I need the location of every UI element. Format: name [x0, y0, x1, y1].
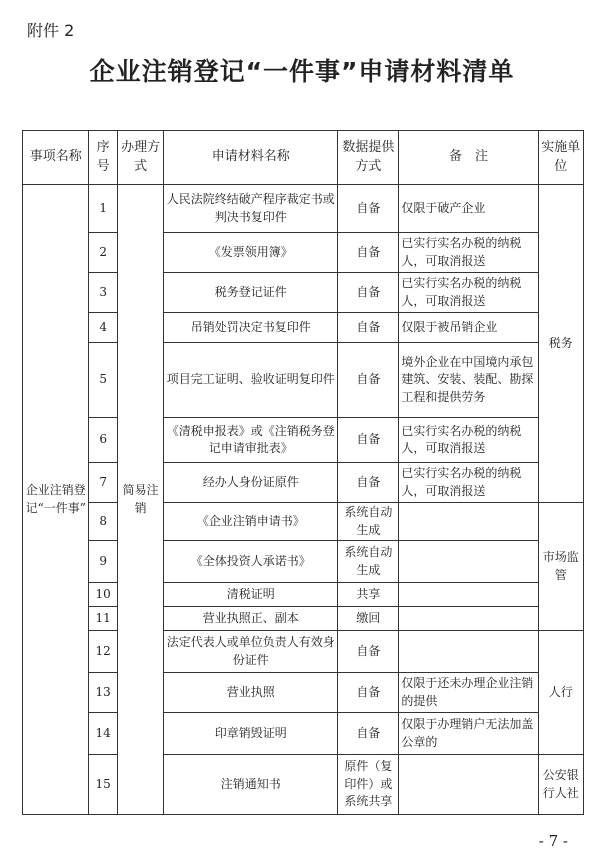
material-cell: 经办人身份证原件 — [164, 463, 338, 503]
source-cell: 原件（复印件）或系统共享 — [338, 755, 399, 815]
seq-cell: 2 — [89, 233, 117, 273]
seq-cell: 3 — [89, 273, 117, 313]
material-cell: 营业执照 — [164, 673, 338, 713]
note-cell — [399, 631, 538, 673]
header-note: 备 注 — [399, 131, 538, 185]
table-row — [23, 185, 584, 233]
table-row — [23, 233, 584, 273]
header-unit: 实施单位 — [538, 131, 583, 185]
unit-tax-cell: 税务 — [538, 185, 583, 503]
source-cell: 自备 — [338, 673, 399, 713]
seq-cell: 13 — [89, 673, 117, 713]
table-row — [23, 313, 584, 343]
header-source: 数据提供方式 — [338, 131, 399, 185]
seq-cell: 5 — [89, 343, 117, 418]
source-cell: 缴回 — [338, 607, 399, 631]
item-name-cell: 企业注销登记“一件事” — [23, 185, 89, 815]
note-cell: 已实行实名办税的纳税人，可取消报送 — [399, 418, 538, 463]
material-cell: 项目完工证明、验收证明复印件 — [164, 343, 338, 418]
unit-market-cell: 市场监管 — [538, 503, 583, 631]
material-cell: 《全体投资人承诺书》 — [164, 541, 338, 583]
seq-cell: 1 — [89, 185, 117, 233]
material-cell: 人民法院终结破产程序裁定书或判决书复印件 — [164, 185, 338, 233]
source-cell: 自备 — [338, 233, 399, 273]
source-cell: 系统自动生成 — [338, 503, 399, 541]
table-row — [23, 673, 584, 713]
table-header-row — [23, 131, 584, 185]
note-cell — [399, 583, 538, 607]
page-title: 企业注销登记“一件事”申请材料清单 — [89, 57, 515, 86]
source-cell: 共享 — [338, 583, 399, 607]
table-row — [23, 583, 584, 607]
material-cell: 《清税申报表》或《注销税务登记申请审批表》 — [164, 418, 338, 463]
note-cell: 已实行实名办税的纳税人，可取消报送 — [399, 273, 538, 313]
note-cell: 境外企业在中国境内承包建筑、安装、装配、勘探工程和提供劳务 — [399, 343, 538, 418]
attachment-label: 附件 2 — [27, 21, 75, 40]
note-cell — [399, 503, 538, 541]
source-cell: 自备 — [338, 273, 399, 313]
unit-security-cell: 公安银行人社 — [538, 755, 583, 815]
table-row — [23, 463, 584, 503]
table-row — [23, 755, 584, 815]
table-row — [23, 503, 584, 541]
note-cell — [399, 755, 538, 815]
seq-cell: 14 — [89, 713, 117, 755]
material-cell: 法定代表人或单位负责人有效身份证件 — [164, 631, 338, 673]
source-cell: 自备 — [338, 343, 399, 418]
source-cell: 自备 — [338, 463, 399, 503]
material-cell: 《企业注销申请书》 — [164, 503, 338, 541]
unit-bank-cell: 人行 — [538, 631, 583, 755]
note-cell: 仅限于办理销户无法加盖公章的 — [399, 713, 538, 755]
source-cell: 自备 — [338, 713, 399, 755]
header-method: 办理方式 — [117, 131, 163, 185]
seq-cell: 11 — [89, 607, 117, 631]
seq-cell: 4 — [89, 313, 117, 343]
header-material: 申请材料名称 — [164, 131, 338, 185]
seq-cell: 15 — [89, 755, 117, 815]
seq-cell: 12 — [89, 631, 117, 673]
table-row — [23, 343, 584, 418]
note-cell — [399, 607, 538, 631]
material-cell: 吊销处罚决定书复印件 — [164, 313, 338, 343]
note-cell: 已实行实名办税的纳税人，可取消报送 — [399, 463, 538, 503]
seq-cell: 8 — [89, 503, 117, 541]
note-cell — [399, 541, 538, 583]
material-cell: 清税证明 — [164, 583, 338, 607]
material-cell: 营业执照正、副本 — [164, 607, 338, 631]
table-row — [23, 631, 584, 673]
material-cell: 注销通知书 — [164, 755, 338, 815]
source-cell: 系统自动生成 — [338, 541, 399, 583]
method-cell: 简易注销 — [117, 185, 163, 815]
materials-table — [22, 130, 584, 815]
table-row — [23, 273, 584, 313]
table-row — [23, 418, 584, 463]
note-cell: 仅限于破产企业 — [399, 185, 538, 233]
source-cell: 自备 — [338, 313, 399, 343]
source-cell: 自备 — [338, 418, 399, 463]
material-cell: 《发票领用簿》 — [164, 233, 338, 273]
table-row — [23, 713, 584, 755]
material-cell: 印章销毁证明 — [164, 713, 338, 755]
seq-cell: 9 — [89, 541, 117, 583]
source-cell: 自备 — [338, 631, 399, 673]
table-row — [23, 607, 584, 631]
table-row — [23, 541, 584, 583]
seq-cell: 7 — [89, 463, 117, 503]
header-item: 事项名称 — [23, 131, 89, 185]
header-seq: 序号 — [89, 131, 117, 185]
page-number: - 7 - — [538, 832, 568, 850]
note-cell: 已实行实名办税的纳税人，可取消报送 — [399, 233, 538, 273]
seq-cell: 10 — [89, 583, 117, 607]
material-cell: 税务登记证件 — [164, 273, 338, 313]
seq-cell: 6 — [89, 418, 117, 463]
note-cell: 仅限于还未办理企业注销的提供 — [399, 673, 538, 713]
source-cell: 自备 — [338, 185, 399, 233]
note-cell: 仅限于被吊销企业 — [399, 313, 538, 343]
